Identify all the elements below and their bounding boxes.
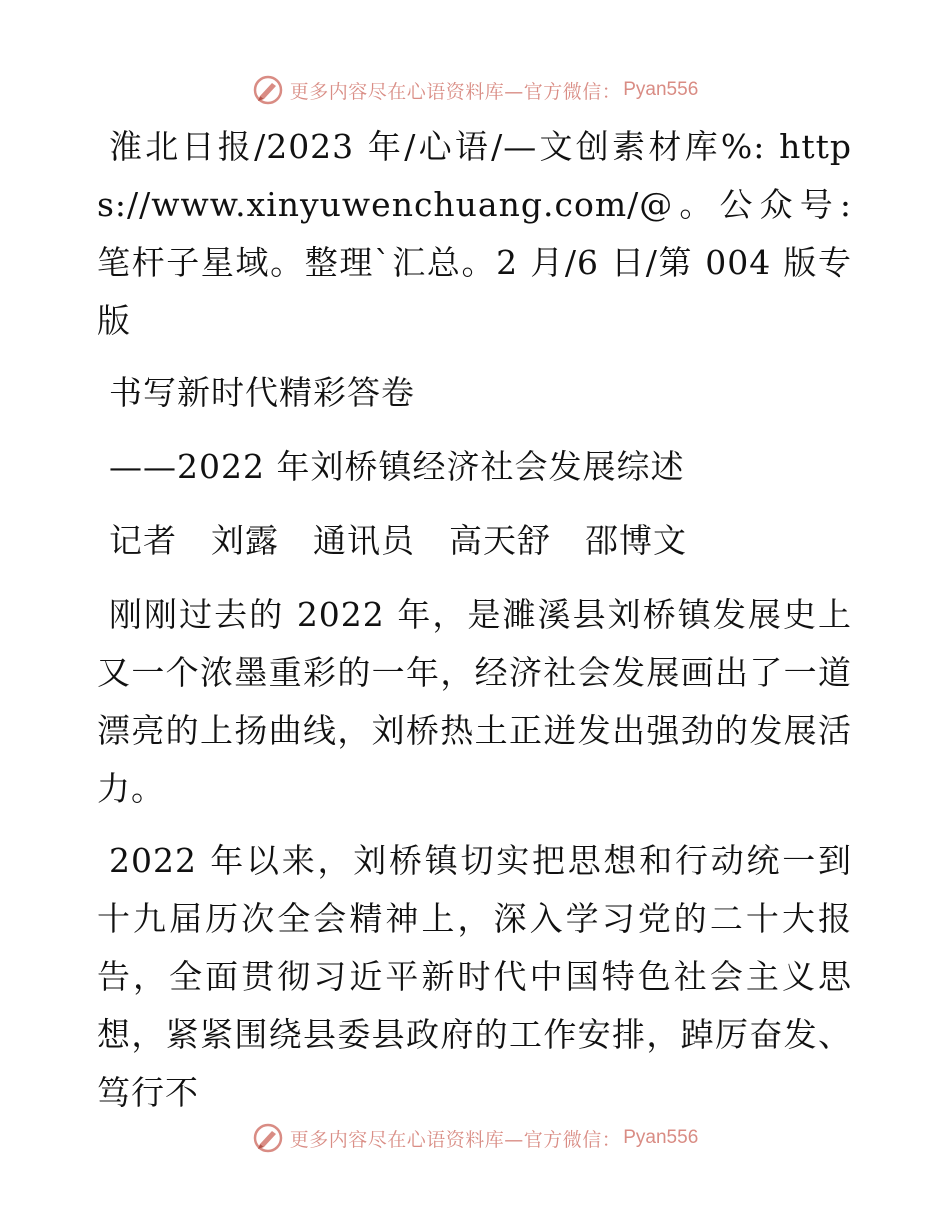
paragraph: 刚刚过去的 2022 年，是濉溪县刘桥镇发展史上又一个浓墨重彩的一年，经济社会发展画出了一道漂亮的上扬曲线，刘桥热土正迸发出强劲的发展活力。 bbox=[97, 595, 852, 808]
article-title: 书写新时代精彩答卷 bbox=[109, 373, 415, 412]
article-header: 淮北日报/2023 年/心语/—文创素材库%: https://www.xinyuwenchuang.com/@。公众号: 笔杆子星域。整理`汇总。2 月/6 日/第 004 版专版 bbox=[97, 127, 852, 340]
article-subtitle: ——2022 年刘桥镇经济社会发展综述 bbox=[109, 447, 685, 486]
paragraph: 2022 年以来，刘桥镇切实把思想和行动统一到十九届历次全会精神上，深入学习党的二十大报告，全面贯彻习近平新时代中国特色社会主义思想，紧紧围绕县委县政府的工作安排，踔厉奋发、笃行不 bbox=[97, 841, 852, 1112]
watermark-text: 更多内容尽在心语资料库—官方微信： bbox=[289, 1128, 622, 1151]
article-byline: 记者 刘露 通讯员 高天舒 邵博文 bbox=[109, 521, 687, 560]
watermark-top bbox=[0, 70, 950, 110]
watermark-id: Pyan556 bbox=[623, 79, 699, 100]
watermark-text: 更多内容尽在心语资料库—官方微信： bbox=[289, 80, 622, 103]
watermark-id: Pyan556 bbox=[623, 1127, 699, 1148]
pen-logo-icon bbox=[252, 74, 284, 106]
pen-logo-icon bbox=[252, 1122, 284, 1154]
watermark-bottom bbox=[0, 1118, 950, 1158]
article-body bbox=[97, 118, 852, 1136]
